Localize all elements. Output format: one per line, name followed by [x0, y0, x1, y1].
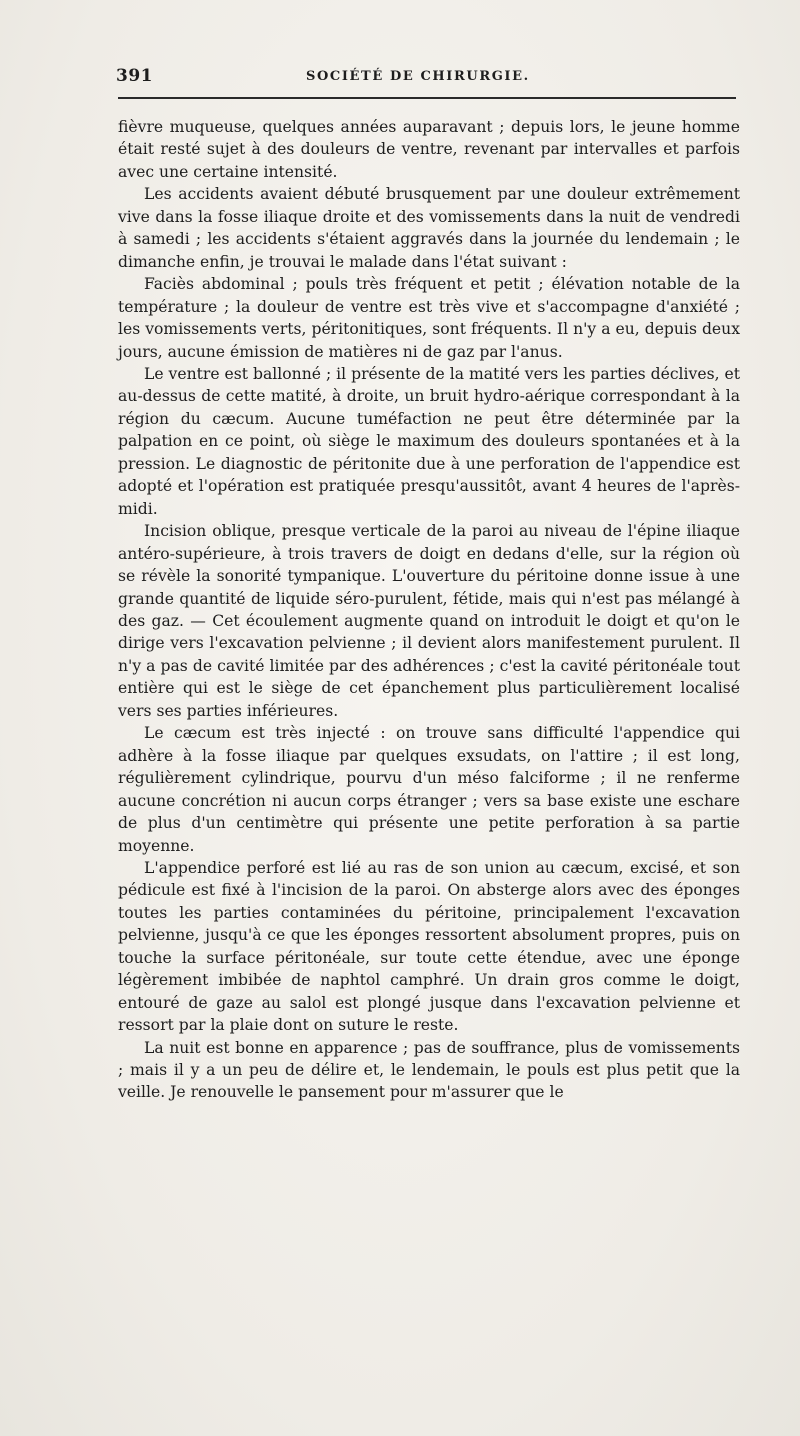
body-text	[118, 116, 740, 1104]
paragraph: Faciès abdominal ; pouls très fréquent et petit ; élévation notable de la température ; la douleur de ventre est très vive et s'accompagne d'anxiété ; les vomissements verts, péritonitiques, sont fréquents. Il n'y a eu, depuis deux jours, aucune émission de matières ni de gaz par l'anus.	[118, 275, 740, 361]
running-head	[116, 66, 736, 90]
header-rule	[118, 97, 736, 99]
paragraph: Incision oblique, presque verticale de la paroi au niveau de l'épine iliaque antéro-supérieure, à trois travers de doigt en dedans d'elle, sur la région où se révèle la sonorité tympanique. L'ouverture du péritoine donne issue à une grande quantité de liquide séro-purulent, fétide, mais qui n'est pas mélangé à des gaz. — Cet écoulement augmente quand on introduit le doigt et qu'on le dirige vers l'excavation pelvienne ; il devient alors manifestement purulent. Il n'y a pas de cavité limitée par des adhérences ; c'est la cavité péritonéale tout entière qui est le siège de cet épanchement plus particulièrement localisé vers ses parties inférieures.	[118, 522, 740, 720]
paragraph: L'appendice perforé est lié au ras de son union au cæcum, excisé, et son pédicule est fixé à l'incision de la paroi. On absterge alors avec des éponges toutes les parties contaminées du péritoine, principalement l'excavation pelvienne, jusqu'à ce que les éponges ressortent absolument propres, puis on touche la surface péritonéale, sur toute cette étendue, avec une éponge légèrement imbibée de naphtol camphré. Un drain gros comme le doigt, entouré de gaze au salol est plongé jusque dans l'excavation pelvienne et ressort par la plaie dont on suture le reste.	[118, 858, 740, 1035]
paragraph: Le cæcum est très injecté : on trouve sans difficulté l'appendice qui adhère à la fosse iliaque par quelques exsudats, on l'attire ; il est long, régulièrement cylindrique, pourvu d'un méso falciforme ; il ne renferme aucune concrétion ni aucun corps étranger ; vers sa base existe une eschare de plus d'un centimètre qui présente une petite perforation à sa partie moyenne.	[118, 724, 740, 855]
paragraph: La nuit est bonne en apparence ; pas de souffrance, plus de vomissements ; mais il y a un peu de délire et, le lendemain, le pouls est plus petit que la veille. Je renouvelle le pansement pour m'assurer que le	[118, 1038, 740, 1102]
paragraph: Les accidents avaient débuté brusquement par une douleur extrêmement vive dans la fosse iliaque droite et des vomissements dans la nuit de vendredi à samedi ; les accidents s'étaient aggravés dans la journée du lendemain ; le dimanche enfin, je trouvai le malade dans l'état suivant :	[118, 185, 740, 271]
page-number: 391	[116, 66, 153, 86]
running-title: SOCIÉTÉ DE CHIRURGIE.	[306, 69, 530, 84]
paragraph: fièvre muqueuse, quelques années auparavant ; depuis lors, le jeune homme était resté sujet à des douleurs de ventre, revenant par intervalles et parfois avec une certaine intensité.	[118, 118, 740, 181]
paragraph: Le ventre est ballonné ; il présente de la matité vers les parties déclives, et au-dessus de cette matité, à droite, un bruit hydro-aérique correspondant à la région du cæcum. Aucune tuméfaction ne peut être déterminée par la palpation en ce point, où siège le maximum des douleurs spontanées et à la pression. Le diagnostic de péritonite due à une perforation de l'appendice est adopté et l'opération est pratiquée presqu'aussitôt, avant 4 heures de l'après-midi.	[118, 364, 740, 518]
